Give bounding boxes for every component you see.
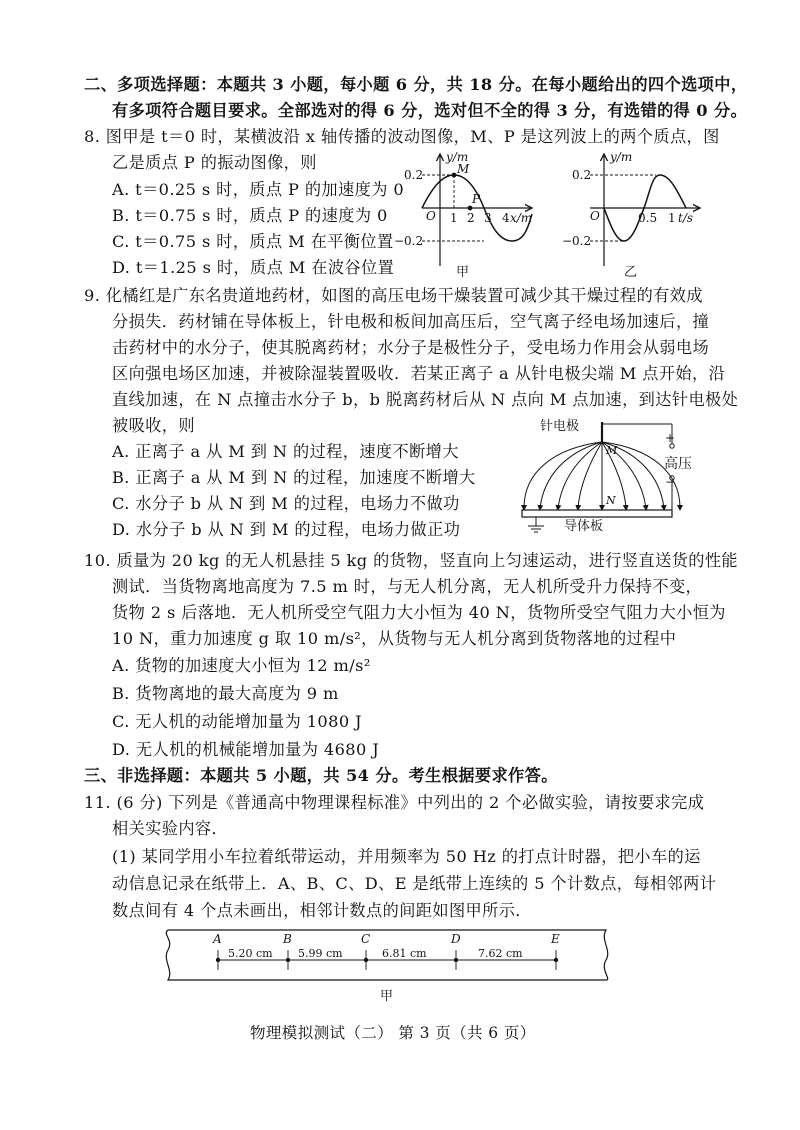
- q11-part1-line3: 数点间有 4 个点未画出，相邻计数点的间距如图甲所示．: [112, 901, 532, 920]
- q8-option-d: D. t＝1.25 s 时，质点 M 在波谷位置: [112, 258, 395, 277]
- q11-part1-line2: 动信息记录在纸带上．A、B、C、D、E 是纸带上连续的 5 个计数点，每相邻两计: [112, 874, 717, 893]
- q10-stem-line3: 货物 2 s 后落地．无人机所受空气阻力大小恒为 40 N，货物所受空气阻力大小恒为: [112, 603, 726, 622]
- jia-xtick-4: 4: [502, 211, 510, 225]
- field-lines: [524, 442, 680, 508]
- label-n: N: [606, 494, 616, 507]
- needle-label: 针电极: [540, 419, 580, 434]
- tape-point-d: D: [451, 932, 461, 946]
- jia-caption: 甲: [456, 265, 470, 280]
- section2-heading-line1: 二、多项选择题：本题共 3 小题，每小题 6 分，共 18 分。在每小题给出的四个选项中，: [84, 75, 748, 94]
- q8-wave-graph-jia: [392, 148, 542, 280]
- q9-stem-line4: 区向强电场区加速，并被除湿装置吸收．若某正离子 a 从针电极尖端 M 点开始，沿: [112, 364, 726, 383]
- point-m: [452, 173, 457, 178]
- section2-heading-line2: 有多项符合题目要求。全部选对的得 6 分，选对但不全的得 3 分，有选错的得 0 分。: [112, 101, 748, 120]
- page-footer: 物理模拟测试（二） 第 3 页（共 6 页）: [250, 1024, 536, 1042]
- plus-sign: +: [665, 431, 676, 445]
- q8-option-a: A. t＝0.25 s 时，质点 P 的加速度为 0: [112, 180, 405, 199]
- q10-option-c: C. 无人机的动能增加量为 1080 J: [112, 712, 362, 731]
- yi-xtick-05: 0.5: [638, 211, 658, 225]
- tape-gap-cd: 6.81 cm: [382, 947, 427, 960]
- jia-ylabel: y/m: [446, 150, 469, 164]
- q9-stem-line6: 被吸收，则: [112, 416, 195, 435]
- tape-gap-ab: 5.20 cm: [228, 947, 273, 960]
- q9-option-b: B. 正离子 a 从 M 到 N 的过程，加速度不断增大: [112, 468, 476, 487]
- q9-option-a: A. 正离子 a 从 M 到 N 的过程，速度不断增大: [112, 442, 459, 461]
- q11-part1-line1: (1) 某同学用小车拉着纸带运动，并用频率为 50 Hz 的打点计时器，把小车的运: [112, 847, 701, 866]
- yi-ytick-bottom: −0.2: [562, 234, 592, 248]
- tape-caption: 甲: [380, 989, 394, 1004]
- q10-stem-line1: 10. 质量为 20 kg 的无人机悬挂 5 kg 的货物，竖直向上匀速运动，进行竖直送货的性能: [84, 551, 739, 570]
- q10-option-a: A. 货物的加速度大小恒为 12 m/s²: [112, 656, 371, 675]
- jia-label-p: P: [472, 192, 481, 206]
- tape-point-c: C: [361, 932, 371, 946]
- q8-stem-line1: 8. 图甲是 t＝0 时，某横波沿 x 轴传播的波动图像，M、P 是这列波上的两个质点，图: [84, 127, 720, 146]
- yi-xlabel: t/s: [678, 211, 694, 225]
- q8-option-c: C. t＝0.75 s 时，质点 M 在平衡位置: [112, 232, 394, 251]
- label-m: M: [606, 444, 618, 457]
- q9-option-c: C. 水分子 b 从 N 到 M 的过程，电场力不做功: [112, 494, 460, 513]
- jia-xlabel: x/m: [510, 211, 533, 225]
- yi-ytick-top: 0.2: [572, 168, 592, 182]
- q8-option-b: B. t＝0.75 s 时，质点 P 的速度为 0: [112, 206, 388, 225]
- q10-stem-line2: 测试．当货物离地高度为 7.5 m 时，与无人机分离，无人机所受升力保持不变，: [112, 577, 703, 596]
- q9-stem-line5: 直线加速，在 N 点撞击水分子 b，b 脱离药材后从 N 点向 M 点加速，到达针电极处: [112, 390, 739, 409]
- yi-xtick-1: 1: [668, 211, 676, 225]
- conductor-plate: [522, 510, 672, 517]
- plate-label: 导体板: [564, 519, 604, 534]
- hv-label: 高压: [664, 456, 692, 472]
- q8-stem-line2: 乙是质点 P 的振动图像，则: [112, 153, 317, 172]
- point-p: [468, 206, 473, 211]
- q11-stem-line2: 相关实验内容．: [112, 819, 229, 838]
- jia-ytick-top: 0.2: [404, 168, 424, 182]
- jia-label-m: M: [457, 162, 470, 176]
- q9-field-diagram: [506, 418, 696, 536]
- tape-gap-bc: 5.99 cm: [298, 947, 343, 960]
- section3-heading: 三、非选择题：本题共 5 小题，共 54 分。考生根据要求作答。: [84, 766, 558, 785]
- tape-point-e: E: [551, 932, 560, 946]
- q9-stem-line1: 9. 化橘红是广东名贵道地药材，如图的高压电场干燥装置可减少其干燥过程的有效成: [84, 286, 703, 305]
- q8-vibration-graph-yi: [560, 148, 710, 280]
- jia-xtick-3: 3: [484, 211, 492, 225]
- q11-paper-tape: [160, 926, 620, 1006]
- yi-ylabel: y/m: [610, 150, 633, 164]
- q9-stem-line2: 分损失．药材铺在导体板上，针电极和板间加高压后，空气离子经电场加速后，撞: [112, 312, 710, 331]
- q10-option-b: B. 货物离地的最大高度为 9 m: [112, 684, 339, 703]
- yi-origin: O: [590, 209, 600, 223]
- q9-option-d: D. 水分子 b 从 N 到 M 的过程，电场力做正功: [112, 520, 461, 539]
- minus-sign: −: [665, 475, 676, 489]
- jia-xtick-2: 2: [467, 211, 475, 225]
- jia-origin: O: [426, 209, 436, 223]
- q10-option-d: D. 无人机的机械能增加量为 4680 J: [112, 740, 380, 759]
- q10-stem-line4: 10 N，重力加速度 g 取 10 m/s²，从货物与无人机分离到货物落地的过程中: [112, 629, 677, 648]
- yi-caption: 乙: [624, 265, 638, 280]
- jia-xtick-1: 1: [450, 211, 458, 225]
- jia-ytick-bottom: −0.2: [394, 234, 424, 248]
- q9-stem-line3: 击药材中的水分子，使其脱离药材；水分子是极性分子，受电场力作用会从弱电场: [112, 338, 710, 357]
- q11-stem-line1: 11. (6 分) 下列是《普通高中物理课程标准》中列出的 2 个必做实验，请按要求完成: [84, 793, 705, 812]
- tape-gap-de: 7.62 cm: [478, 947, 523, 960]
- tape-point-b: B: [283, 932, 292, 946]
- tape-point-a: A: [213, 932, 222, 946]
